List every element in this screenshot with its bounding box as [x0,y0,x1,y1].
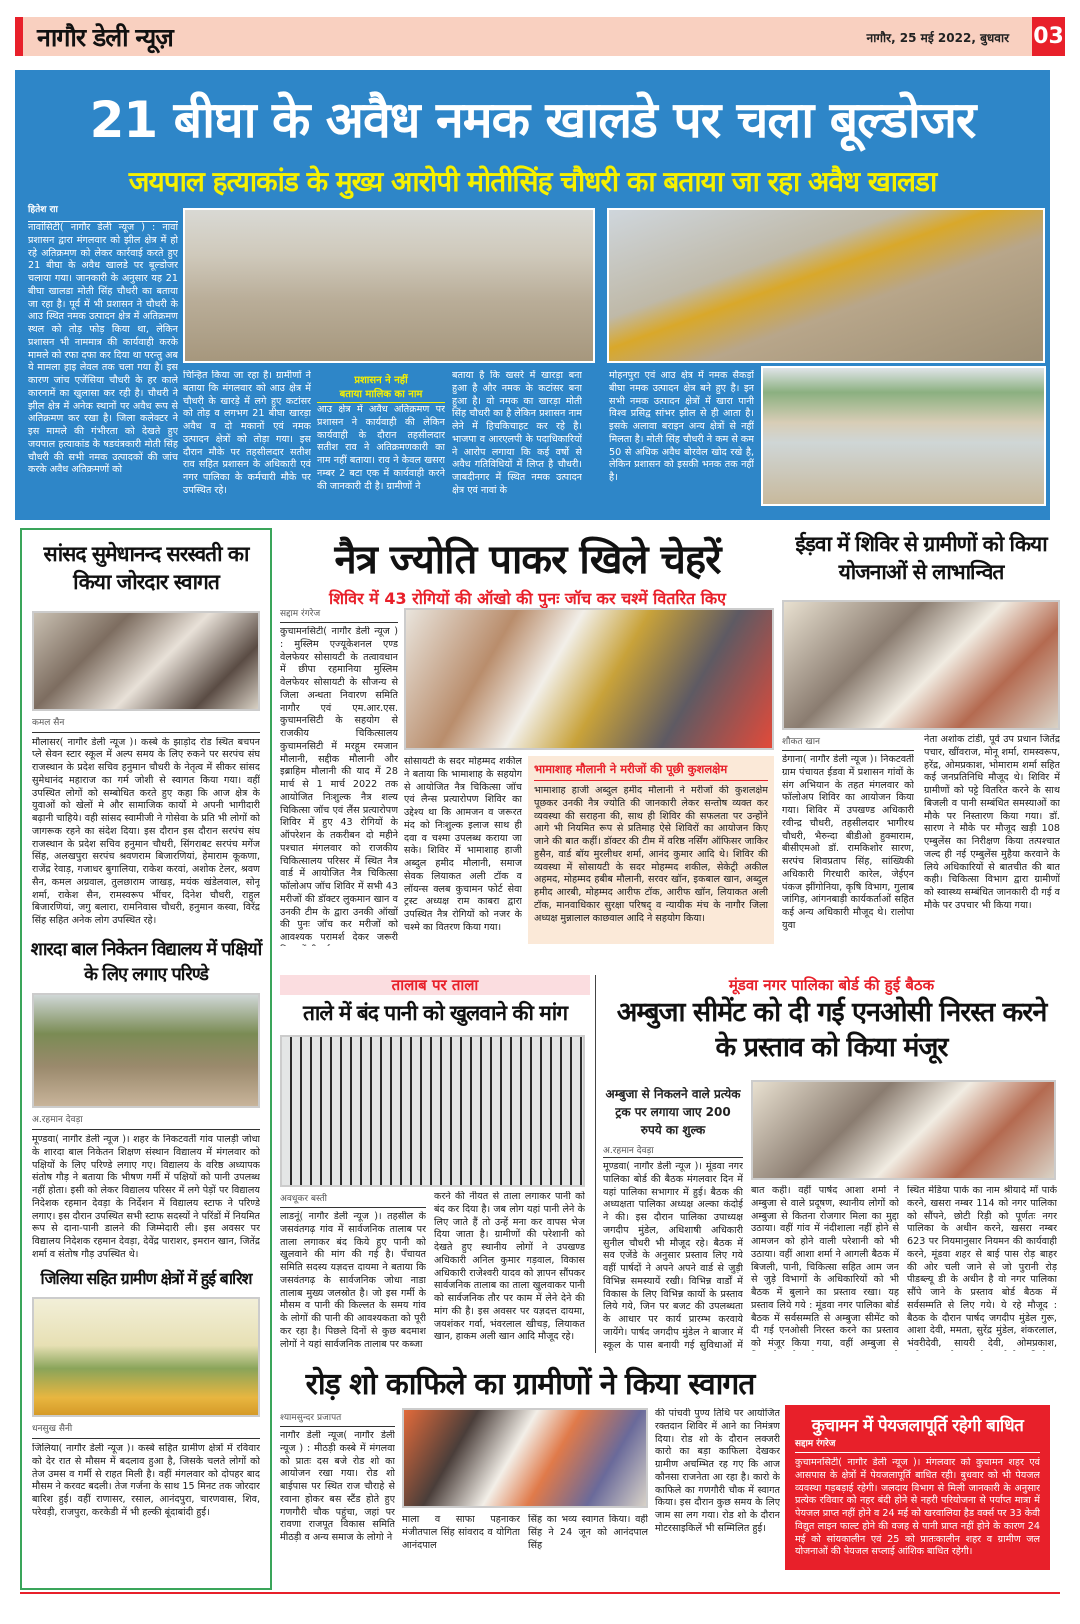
netra-box-heading: भामाशाह मौलानी ने मरीजों की पूछी कुशलक्षेम [534,762,768,781]
sansad-byline: कमल सैन [32,717,65,728]
sharda-photo [32,993,260,1108]
netra-subheadline: शिविर में 43 रोगियों की ऑखो की पुनः जॉच कर चश्में वितरित किए [329,589,726,608]
kuchaman-body: कुचामनसिटी( नागौर डेली न्यूज )। मंगलवार को कुचामन शहर एवं आसपास के क्षेत्रों में पेयजलापूर्ति बाधित रही। बुधवार को भी पेयजल व्यवस्था गड़बड़ाई रहेगी। जलदाय विभाग से मिली जानकारी के अनुसार प्रत्येक रविवार को नहर बंदी होने से नहरी परियोजना से पर्याप्त मात्रा में पेयजल प्राप्त नहीं होने व 24 मई को खरवालिया हैड वर्क्स पर 33 केवी विद्युत लाइन फाल्ट होने की वजह से पानी प्राप्त नहीं होने के कारण 24 मई को सांयकालीन एवं 25 को प्रातःकालीन शहर व ग्रामीण जल योजनाओं की पेयजल सप्लाई आंशिक बाधित रहेगी। [795,1457,1040,1558]
taal-column-1: लाडनूं( नागौर डेली न्यूज )। तहसील के जसवंतगढ़ गांव में सार्वजनिक तालाब पर ताला लगाकर बंद किये हुए पानी को खुलवाने की मांग की गई है। पँचायत समिति सदस्य यज्ञदत्त दायमा ने बताया कि जसवंतगढ़ के सार्वजनिक जोधा नाडा तालाब मुख्य जलस्रोत है। जो इस गर्मी के मौसम व पानी की किल्लत के समय गांव के लोगों की पानी की आवश्यकता को पूरी कर रहा है। पिछले दिनों से कुछ बदमाश लोगों ने यहां सार्वजनिक तालाब पर कब्जा [280,1211,426,1350]
jiliya-headline: जिलिया सहित ग्रामीण क्षेत्रों में हुई बारिश [40,1269,252,1289]
netra-headline: नैत्र ज्योति पाकर खिले चेहरें [334,537,721,583]
roadshow-byline: श्यामसुन्दर प्रजापत [280,1413,342,1423]
dateline: नागौर, 25 मई 2022, बुधवार [866,31,1009,45]
sharda-headline: शारदा बाल निकेतन विद्यालय में पक्षियों के लिए लगाए परिण्डे [30,938,262,985]
sharda-body: मूण्डवा( नागौर डेली न्यूज )। शहर के निकटवर्ती गांव पालड़ी जोधा के शारदा बाल निकेतन शिक्षण संस्थान विद्यालय में मंगलवार को पक्षियों के लिए परिण्डे लगाए गए। विद्यालय के वरिष्ठ अध्यापक संतोष गौड़ ने बताया कि भीषण गर्मी में पक्षियों को पानी उपलब्ध नहीं होता। इसी को लेकर विद्यालय परिसर में लगे पेड़ों पर विद्यालय निदेशक रहमान देवड़ा के निर्देशन में विद्यालय स्टाफ ने परिण्डे लगाए। इस दौरान उपस्थित सभी स्टाफ सदस्यों ने परिंडों में नियमित रूप से दाना-पानी डालने की जिम्मेदारी ली। इस अवसर पर विद्यालय निदेशक रहमान देवड़ा, देवेंद्र पाराशर, इमरान खान, जितेंद्र शर्मा व संतोष गौड़ उपस्थित थे। [32,1134,260,1260]
roadshow-photo-caption: माला व साफा पहनाकर मंजीतपाल सिंह सांवराद व योगिता आनंदपाल [402,1514,520,1551]
lead-column-5: मोहनपुरा एवं आउ क्षेत्र में नमक सैकड़ों बीघा नमक उत्पादन क्षेत्र बने हुए है। इन सभी नमक उत्पादन क्षेत्रों में खारा पानी विश्व प्रसिद्व सांभर झील से ही आता है। इसके अलावा बराइन अन्य क्षेत्रों से नहीं मिलता है। मोती सिंह चौधरी ने कम से कम 50 से अधिक अवैध बोरवेल खोद रखे है, लेकिन प्रशासन को इसकी भनक तक नहीं है। [609,370,754,483]
taal-column-2: करने की नीयत से ताला लगाकर पानी को बंद कर दिया है। जब लोग यहां पानी लेने के लिए जाते हैं तो उन्हें मना कर वापस भेज दिया जाता है। ग्रामीणों की परेशानी को देखते हुए स्थानीय लोगों ने उपखण्ड अधिकारी अनिल कुमार गड़वाल, विकास अधिकारी राजेश्वरी यादव को ज्ञापन सौंपकर सार्वजनिक तालाब का ताला खुलवाकर पानी को सार्वजनिक तौर पर काम में लेने देने की मांग की है। इस अवसर पर यज्ञदत्त दायमा, जयशंकर गर्वा, भंवरलाल खीचड़, लियाकत खान, हाकम अली खान आदि मौजूद रहे। [434,1191,585,1343]
lead-photo-bulldozer [607,208,1045,363]
footer-rule [20,1592,1060,1594]
netra-column-2: सोसायटी के सदर मोहम्मद शकील ने बताया कि भामाशाह के सहयोग से आयोजित नैत्र चिकित्सा जॉच एवं लैन्स प्रत्यारोपण शिविर का उद्देश्य था कि आमजन व जरूरत मंद को निःशुल्क इलाज साथ ही दवा व चश्मा उपलब्ध कराया जा सके। शिविर में भामाशाह हाजी अब्दुल हमीद मौलानी, समाज सेवक लियाकत अली टॉक व लॉयन्स क्लब कुचामन फोर्ट सेवा ट्रस्ट अध्यक्ष राम काबरा द्वारा उपस्थित नैत्र रोगियों को नजर के चश्मे का वितरण किया गया। [404,756,522,933]
roadshow-column-1: नागौर डेली न्यूज( नागौर डेली न्यूज ) : मीठड़ी कस्बे में मंगलवा को प्रातः दस बजे रोड शो का आयोजन रखा गया। रोड शो बाईपास पर स्थित राज चौराहे से रवाना होकर बस स्टैंड होते हुए गणगौरी चौक पहुंचा, जहां पर रावणा राजपूत विकास समिति मीठड़ी व अन्य समाज के लोगो ने [280,1430,395,1543]
kuchaman-story [785,1405,1050,1570]
mundwa-photo [751,1080,1056,1180]
idva-column-1: डेगाना( नागौर डेली न्यूज )। निकटवर्ती ग्राम पंचायत ईडवा में प्रशासन गांवों के संग अभियान के तहत मंगलवार को फॉलोअप शिविर का आयोजन किया गया। शिविर में उपखण्ड अधिकारी रवीन्द्र चौधरी, तहसीलदार भागीरथ चौधरी, भैरुन्दा बीडीओ हुक्माराम, बीसीएमओ डॉ. रामकिशोर सारण, सरपंच शिवप्रताप सिंह, सांख्यिकी अधिकारी गिरधारी कारेल, जेईएन पंकज झींगोनिया, कृषि विभाग, गुलाब जांगिड़, आंगनबाड़ी कार्यकर्ताओं सहित कई अन्य अधिकारी मौजूद थे। रालोपा युवा [782,754,914,931]
mundwa-column-3: स्थित मेडिया पार्क का नाम श्रीयादे माँ पार्क करने, खसरा नम्बर 114 को नगर पालिका को सौंपने, छोटी रिड़ी को पूर्णतः नगर पालिका के अधीन करने, खसरा नम्बर 623 पर नियमानुसार नियमन की कार्यवाही करने, मूंडवा शहर से बाई पास रोड़ बाहर की ओर चली जाने से जो पुरानी रोड़ पीडब्ल्यू डी के अधीन है वो नगर पालिका सौंपे जाने के प्रस्ताव बोर्ड बैठक में सर्वसम्मति से लिए गये। ये रहे मौजूद : बैठक के दौरान पार्षद जगदीप मुंडेल गुरू, आशा देवी, ममता, सुरेंद्र मुंडेल, शंकरलाल, भंवरीदेवी, सायरी देवी, ओमप्रकाश, [907,1185,1057,1349]
jiliya-photo [32,1297,260,1417]
roadshow-story [280,1362,780,1582]
idva-byline: शौकत खान [782,737,821,747]
netra-byline: सद्दाम रंगरेज [280,609,321,619]
lead-subheadline: जयपाल हत्याकांड के मुख्य आरोपी मोतीसिंह चौधरी का बताया जा रहा अवैध खालडा [128,165,937,198]
mundwa-column-2: बात कही। वहीं पार्षद आशा शर्मा ने अम्बुजा से वाले प्रदूषण, स्थानीय लोगों को अम्बुजा से कितना रोजगार मिला का मुद्दा उठाया। वहीं गांव में नंदीशाला नहीं होने से आमजन को होने वाली परेशानी को भी उठाया। वहीं आशा शर्मा ने आगली बैठक में बिजली, पानी, चिकित्सा सहित आम जन से जुड़े विभागों के अधिकारियों को भी बैठक में बुलाने का प्रस्ताव रखा। यह प्रस्ताव लिये गये : मूंडवा नगर पालिका बोर्ड बैठक में सर्वसम्मति से अम्बुजा सीमेंट को दी गई एनओसी निरस्त करने का प्रस्ताव को मंजूर किया गया, वहीं अम्बुजा से [751,1185,899,1349]
lead-column-1: नावांसिटी( नागौर डेली न्यूज ) : नावां प्रशासन द्वारा मंगलवार को झील क्षेत्र में हो रहे अतिक्रमण को लेकर कार्रवाई करते हुए 21 बीघा के अवैध खालडे पर बूल्डोजर चलाया गया। जानकारी के अनुसार यह 21 बीघा खालडा मोती सिंह चौधरी का बताया जा रहा है। पूर्व में भी प्रशासन ने चौधरी के आउ स्थित नमक उत्पादन क्षेत्र में अतिक्रमण स्थल को तोड़ फोड़ किया था, लेकिन प्रशासन भी नाममात्र की कार्यवाही करके मामले को रफा दफा कर दिया था परन्तु अब ये मामला हाइ लेवल तक चला गया है। इस कारण जांच एजेंसिया चौधरी के हर काले कारनामें का खुलासा कर रही है। चौधरी ने झील क्षेत्र में अनेक स्थानों पर अवैध रूप से अतिक्रमण कर रखा है। जिला कलेक्टर ने इस मामले की गंभीरता को देखते हुए जयपाल हत्याकांड के षडयंत्रकारी मोती सिंह चौधरी की सभी नमक उत्पादकों की जांच करके अवैध अतिक्रमणों को [28,222,178,476]
page-number: 03 [1032,17,1065,56]
lead-column-2: चिन्हित किया जा रहा है। ग्रामीणों ने बताया कि मंगलवार को आउ क्षेत्र में चौधरी के खारड़े में लगे हुए कटांसर को तोड़ व लगभग 21 बीघा खारड़ा अवैध व दो मकानों एवं नमक उत्पादन क्षेत्रों को तोड़ा गया। इस दौरान मौके पर तहसीलदार सतीश राव सहित प्रशासन के अधिकारी एवं नगर पालिका के कर्मचारी मौके पर उपस्थित रहे। [183,370,311,496]
netra-sidebar-box [528,756,774,944]
taal-headline: ताले में बंद पानी को खुलवाने की मांग [302,1001,568,1025]
roadshow-photo [402,1408,648,1508]
lead-photo-salt-pans [761,366,1046,506]
netra-story [280,530,775,950]
mundwa-headline: अम्बुजा सीमेंट को दी गई एनओसी निरस्त करने के प्रस्ताव को किया मंजूर [616,997,1047,1064]
masthead [15,17,1065,56]
roadshow-headline: रोड़ शो काफिले का ग्रामीणों ने किया स्वागत [305,1367,755,1402]
idva-column-2: नेता अशोक टांडी, पूर्व उप प्रधान जितेंद्र पचार, खींवराज, मोनू शर्मा, रामस्वरूप, हरेंद्र, ओमप्रकाश, भोमाराम शर्मा सहित कई जनप्रतिनिधि मौजूद थे। शिविर में ग्रामीणों को पट्टे वितरित करने के साथ बिजली व पानी सम्बंधित समस्याओं का मौके पर निस्तारण किया गया। डॉ. सारण ने मौके पर मौजूद खड़ी 108 एम्बुलेंस का निरीक्षण किया तत्पश्चात जल्द ही नई एम्बुलेंस मुहैया करवाने के लिये अधिकारियों से बातचीत की बात कही। चिकित्सा विभाग द्वारा ग्रामीणों को स्वास्थ्य सम्बंधित जानकारी दी गई व मौके पर उपचार भी किया गया। [924,734,1060,911]
idva-photo [782,600,1060,730]
lead-headline: 21 बीघा के अवैध नमक खालडे पर चला बूल्डोजर [89,91,976,149]
netra-box-body: भामाशाह हाजी अब्दुल हमीद मौलानी ने मरीजों की कुशलक्षेम पूछकर उनकी नैत्र ज्योति की जानकारी लेकर सन्तोष व्यक्त कर व्यवस्था की सराहना की, साथ ही शिविर की सफलता पर उन्होंने आगे भी नियमित रूप से प्रतिमाह ऐसे शिविरों का आयोजन किए जाने की बात कहीं। डॉक्टर की टीम में वरिष्ठ नर्सिंग ऑफिसर जाकिर हुसैन, वार्ड बॉय मुरलीधर शर्मा, आनंद कुमार आदि थे। शिविर की व्यवस्था में सोसायटी के सदर मोहम्मद शकील, सेकेट्री अकील अहमद, मोहम्मद हबीब मौलानी, सरवर खॉन, इकबाल खान, अब्दुल हमीद आरबी, मोहम्मद आरीफ टॉक, आरीफ खॉन, लियाकत अली टॉक, मानवाधिकार सुरक्षा परिषद् व न्यायीक मंच के नागौर जिला अध्यक्ष मुन्नालाल काछवाल आदि ने सहयोग किया। [534,785,768,924]
idva-headline: ईड़वा में शिविर से ग्रामीणों को किया योजनाओं से लाभान्वित [795,532,1047,585]
mundwa-byline: अ.रहमान देवड़ा [603,1146,654,1156]
taal-photo-locked-gate [280,1035,585,1187]
lead-byline: हितेश राा [28,202,178,222]
mundwa-kicker: मूंडवा नगर पालिका बोर्ड की हुई बैठक [728,976,935,994]
mundwa-column-1: मूण्डवा( नागौर डेली न्यूज )। मूंडवा नगर पालिका बोर्ड की बैठक मंगलवार दिन में यहां पालिका सभागार में हुई। बैठक की अध्यक्षता पालिका अध्यक्ष अल्का कंदोई ने की। इस दौरान पालिका उपाध्यक्ष जगदीप मुंडेल, अधिशाषी अधिकारी सुनील चौधरी भी मौजूद रहे। बैठक में सव एजेंडे के अनुसार प्रस्ताव लिए गये वहीं पार्षदों ने अपने अपने वार्ड से जुड़ी विभिन्न समस्यायें रखी। विभिन्न वार्डों में विकास के लिए विभिन्न कार्यो के प्रस्ताव लिये गये, जिन पर बजट की उपलब्धता के आधार पर कार्य प्रारम्भ करवाये जायेंगे। पार्षद जगदीप मुंडेल ने बाजार में स्कूल के पास बनायी गई सुविधाओं में [603,1161,743,1351]
lead-box-heading [317,372,445,403]
taal-byline: अवधूकर बस्ती [280,1194,327,1204]
jiliya-body: जिलिया( नागौर डेली न्यूज )। कस्बे सहित ग्रामीण क्षेत्रों में रविवार को देर रात से मौसम में बदलाव हुआ है, जिसके चलते लोगों को तेज उमस व गर्मी से राहत मिली है। वहीं मंगलवार को दोपहर बाद मौसम ने करवट बदली। तेज गर्जना के साथ 15 मिनट तक जोरदार बारिश हुई। वहीं राणासर, रसाल, आनंदपुरा, चारणवास, शिव, परेवड़ी, राजपुरा, करकेडी में भी हल्की बूंदाबांदी हुई। [32,1443,260,1518]
roadshow-column-2: सिंह का भव्य स्वागत किया। वही सिंह ने 24 जून को आनंदपाल सिंह [528,1514,648,1551]
lead-photo-officials [183,208,595,363]
column-divider [595,975,596,1353]
netra-column-1: कुचामनसिटी( नागौर डेली न्यूज ) : मुस्लिम एज्यूकेशनल एण्ड वेलफेयर सोसायटी के तत्वावधान में छीपा रहमानिया मुस्लिम वेलफेयर सोसायटी के सौजन्य से जिला अन्धता निवारण समिति नागौर एवं एम.आर.एस. कुचामनसिटी के सहयोग से राजकीय चिकित्सालय कुचामनसिटी में मरहूम रमजान मौलानी, सद्दीक मौलानी और इब्राहिम मौलानी की याद में 28 मार्च से 1 मार्च 2022 तक आयोजित निःशुल्क नैत्र शल्य चिकित्सा जॉच एवं लैंस प्रत्यारोपण शिविर में हुए 43 रोगियों के ऑपरेशन के तकरीबन दो महीने पश्चात मंगलवार को राजकीय चिकित्सालय परिसर में स्थित नैत्र वार्ड में आयोजित नैत्र चिकित्सा फॉलोअप जॉच शिविर में सभी 43 मरीजों की डॉक्टर लुकमान खान व उनकी टीम के द्वारा उनकी ऑखों की पुनः जॉच कर मरीजों को आवश्यक परामर्श देकर जरूरी [280,626,398,943]
lead-story [15,70,1050,520]
sansad-headline: सांसद सुमेधानन्द सरस्वती का किया जोरदार स्वागत [43,542,249,595]
idva-story [782,530,1060,950]
lead-box-heading-line-1: प्रशासन ने नहीं [354,375,408,386]
taal-story [280,975,590,1355]
jiliya-byline: धनसुख सैनी [32,1424,73,1435]
masthead-stripe [15,17,23,56]
kuchaman-headline: कुचामन में पेयजलापूर्ति रहेगी बाधित [811,1416,1024,1436]
mundwa-subheadline: अम्बुजा से निकलने वाले प्रत्येक ट्रक पर लगाया जाए 200 रुपये का शुल्क [605,1087,741,1137]
roadshow-column-3: की पांचवी पुण्य तिथि पर आयोजित रक्तदान शिविर में आने का निमंत्रण दिया। रोड शो के दौरान लक्जरी कारो का बड़ा काफिला देखकर ग्रामीण अचम्भित रह गए कि आज कौनसा राजनेता आ रहा है। कारो के काफिले का गणगौरी चौक में स्वागत किया। इस दौरान कुछ समय के लिए जाम सा लग गया। रोड शो के दौरान मोटरसाइकिलें भी सम्मिलित हुई। [655,1408,780,1534]
sansad-photo [32,611,260,711]
lead-column-4: बताया है कि खसरे में खारड़ा बना हुआ है और नमक के कटांसर बना हुआ है। वो नमक का खारड़ा मोती सिंह चौधरी का है लेकिन प्रशासन नाम लेने में हिचकिचाहट कर रहे है। भाजपा व आरएलपी के पदाधिकारियों ने आरोप लगाया कि कई वर्षो से अवैध गतिविधियों में लिप्त है चौधरी। जाबदीनगर में स्थित नमक उत्पादन क्षेत्र एवं नावां के [452,370,582,496]
mundwa-story [603,975,1060,1355]
left-column-box [20,528,272,1590]
sharda-byline: अ.रहमान देवड़ा [32,1115,83,1126]
lead-box-heading-line-2: बताया मालिक का नाम [339,389,423,400]
taal-kicker: तालाब पर ताला [280,975,590,995]
newspaper-name: नागौर डेली न्यूज़ [37,23,173,52]
kuchaman-byline: सद्दाम रंगरेज [795,1436,1040,1453]
lead-column-3: आउ क्षेत्र में अवैध अतिक्रमण पर प्रशासन ने कार्यवाही की लेकिन कार्यवाही के दौरान तहसीलदार सतीश राव ने अतिक्रमणकारी का नाम नहीं बताया। राव ने केवल खसरा नम्बर 2 बटा एक में कार्यवाही करने की जानकारी दी है। ग्रामीणों ने [317,404,445,492]
sansad-body: मौलासर( नागौर डेली न्यूज )। कस्बे के झाड़ोद रोड स्थित बचपन प्ले सेवन स्टार स्कूल में अल्प समय के लिए रुकने पर सरपंच संघ राजस्थान के प्रदेश सचिव हनुमान चौधरी के नेतृत्व में सीकर सांसद सुमेधानंद महाराज का गर्म जोशी से स्वागत किया गया। वहीं उपस्थित लोगों को सम्बोधित करते हुए कहा कि आज क्षेत्र के युवाओं को खेलों मे और सामाजिक कार्यो मे अपनी भागीदारी बढ़ानी चाहिये। वही सांसद स्वामीजी ने गोसेवा के प्रति भी लोगों को जागरूक रहने का संदेश दिया। इस दौरान इस दौरान सरपंच संघ राजस्थान के प्रदेश सचिव हनुमान चौधरी, सिंगराबट सरपंच मगेंज सिंह, अलखपुरा सरपंच श्रवणराम बिजारणियां, हेमाराम कूकणा, राजेंद्र रेवाड़, गजाधर बुगालिया, राकेश करवां, अशोक टेलर, श्रवण सैन, कमल अग्रवाल, तुलछाराम जाखड़, मयंक खंडेलवाल, सोनू शर्मा, राकेश सैन, रामस्वरूप भींचर, दिनेश चौधरी, राहुल बिजारणियां, जगु बलारा, रामनिवास चौधरी, हनुमान कस्वा, विरेंद्र सिंह सहित अनेक लोग उपस्थित रहे। [32,736,260,927]
netra-photo [404,608,774,750]
